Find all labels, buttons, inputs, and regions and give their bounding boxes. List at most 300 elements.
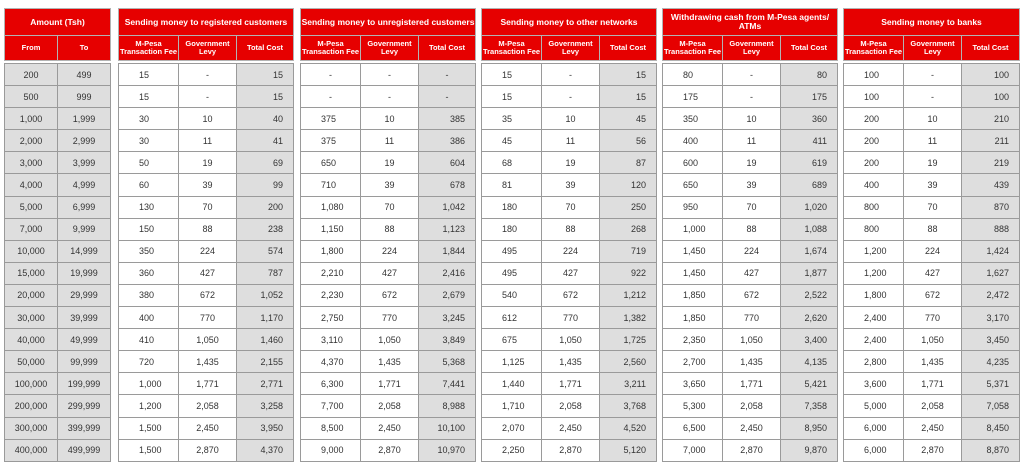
amount-to-cell: 19,999 [58,262,111,284]
amount-from-cell: 30,000 [5,307,58,329]
amount-from-cell: 20,000 [5,284,58,306]
total-cell: 3,400 [781,329,838,351]
total-cell: 888 [962,218,1020,240]
fee-cell: 150 [119,218,179,240]
fee-cell: 1,500 [119,439,179,461]
amount-to-cell: 499,999 [58,439,111,461]
amount-to-cell: 999 [58,86,111,108]
amount-row [5,373,111,395]
table-row [844,373,1020,395]
fee-cell: 45 [482,130,542,152]
table-row [663,284,838,306]
amount-to-cell: 199,999 [58,373,111,395]
table-row [663,86,838,108]
table-row [301,395,476,417]
total-cell: 678 [419,174,476,196]
levy-cell: 1,771 [179,373,237,395]
fee-cell: 410 [119,329,179,351]
fee-cell: 1,710 [482,395,542,417]
amount-from-cell: 300,000 [5,417,58,439]
total-header: Total Cost [237,36,294,61]
levy-cell: 39 [361,174,419,196]
levy-cell: 88 [179,218,237,240]
table-row [482,130,657,152]
total-cell: 1,020 [781,196,838,218]
table-row [482,395,657,417]
total-cell: 2,771 [237,373,294,395]
total-cell: 1,212 [600,284,657,306]
table-row [482,108,657,130]
table-row [663,64,838,86]
table-row [663,395,838,417]
amount-from-cell: 7,000 [5,218,58,240]
total-cell: 100 [962,64,1020,86]
table-row [482,439,657,461]
table-row [844,439,1020,461]
levy-cell: 2,450 [723,417,781,439]
amount-to-cell: 4,999 [58,174,111,196]
levy-cell: 1,050 [361,329,419,351]
fee-header: M-Pesa Transaction Fee [119,36,179,61]
levy-cell: - [361,64,419,86]
total-cell: 3,950 [237,417,294,439]
fee-cell: 612 [482,307,542,329]
total-cell: 574 [237,240,294,262]
fee-cell: 1,000 [119,373,179,395]
total-cell: 1,052 [237,284,294,306]
table-row [844,284,1020,306]
service-group-2 [300,8,476,462]
table-row [844,64,1020,86]
levy-cell: 672 [361,284,419,306]
amount-row [5,417,111,439]
fee-cell: 1,800 [301,240,361,262]
fee-cell: 100 [844,64,904,86]
total-cell: 175 [781,86,838,108]
levy-cell: 2,870 [723,439,781,461]
table-row [663,329,838,351]
table-row [482,64,657,86]
fee-cell: 800 [844,218,904,240]
total-cell: 211 [962,130,1020,152]
table-row [844,417,1020,439]
table-row [844,262,1020,284]
service-group-4 [662,8,838,462]
levy-cell: 2,450 [904,417,962,439]
fee-cell: 2,750 [301,307,361,329]
service-title: Sending money to banks [844,9,1020,36]
table-row [301,152,476,174]
table-row [301,373,476,395]
total-cell: 3,211 [600,373,657,395]
fee-cell: 380 [119,284,179,306]
fee-cell: 5,000 [844,395,904,417]
total-cell: 9,870 [781,439,838,461]
total-cell: 787 [237,262,294,284]
fee-cell: 650 [301,152,361,174]
levy-cell: - [723,86,781,108]
levy-cell: 70 [542,196,600,218]
amount-row [5,196,111,218]
amount-from-cell: 200,000 [5,395,58,417]
levy-cell: 1,435 [904,351,962,373]
total-cell: 2,560 [600,351,657,373]
fee-cell: 650 [663,174,723,196]
fee-cell: 360 [119,262,179,284]
total-cell: 15 [600,64,657,86]
table-row [844,307,1020,329]
fee-cell: 2,250 [482,439,542,461]
levy-cell: 1,435 [723,351,781,373]
levy-header: Government Levy [179,36,237,61]
fee-cell: 1,080 [301,196,361,218]
table-row [844,152,1020,174]
amount-to-cell: 399,999 [58,417,111,439]
amount-section [4,8,111,462]
fee-cell: 495 [482,240,542,262]
levy-cell: - [542,64,600,86]
from-header: From [5,36,58,61]
service-title: Withdrawing cash from M-Pesa agents/ ATMs [663,9,838,36]
fee-cell: 1,850 [663,284,723,306]
fee-cell: 8,500 [301,417,361,439]
total-cell: 200 [237,196,294,218]
fee-cell: 130 [119,196,179,218]
total-cell: 250 [600,196,657,218]
table-row [663,218,838,240]
levy-cell: 224 [723,240,781,262]
fee-cell: 6,500 [663,417,723,439]
fee-cell: 4,370 [301,351,361,373]
amount-row [5,395,111,417]
table-row [844,130,1020,152]
table-row [119,86,294,108]
levy-cell: 427 [723,262,781,284]
total-cell: 1,627 [962,262,1020,284]
total-cell: 2,620 [781,307,838,329]
fee-cell: 375 [301,130,361,152]
levy-header: Government Levy [361,36,419,61]
fee-cell: 720 [119,351,179,373]
table-row [482,152,657,174]
fee-cell: 6,000 [844,439,904,461]
table-row [844,351,1020,373]
total-cell: 719 [600,240,657,262]
levy-cell: 224 [361,240,419,262]
levy-cell: 11 [904,130,962,152]
total-cell: 8,988 [419,395,476,417]
fee-cell: 7,000 [663,439,723,461]
fee-cell: 675 [482,329,542,351]
service-group-5 [843,8,1020,462]
levy-cell: 770 [179,307,237,329]
total-header: Total Cost [781,36,838,61]
fee-cell: 800 [844,196,904,218]
levy-cell: 2,450 [542,417,600,439]
levy-cell: 2,058 [179,395,237,417]
fee-cell: 15 [119,64,179,86]
fee-cell: 9,000 [301,439,361,461]
fee-header: M-Pesa Transaction Fee [482,36,542,61]
table-row [119,307,294,329]
table-row [301,329,476,351]
levy-cell: 39 [179,174,237,196]
levy-cell: 70 [723,196,781,218]
table-row [663,373,838,395]
fee-cell: 60 [119,174,179,196]
total-cell: 3,170 [962,307,1020,329]
amount-to-cell: 49,999 [58,329,111,351]
amount-to-cell: 29,999 [58,284,111,306]
amount-from-cell: 10,000 [5,240,58,262]
amount-from-cell: 3,000 [5,152,58,174]
total-cell: 45 [600,108,657,130]
table-row [844,196,1020,218]
total-cell: 10,100 [419,417,476,439]
total-cell: 5,371 [962,373,1020,395]
levy-cell: 88 [361,218,419,240]
total-cell: 8,870 [962,439,1020,461]
total-cell: 386 [419,130,476,152]
fee-header: M-Pesa Transaction Fee [663,36,723,61]
total-cell: 238 [237,218,294,240]
levy-cell: 39 [723,174,781,196]
levy-cell: 10 [179,108,237,130]
amount-row [5,240,111,262]
levy-cell: 1,050 [179,329,237,351]
table-row [119,373,294,395]
fee-cell: - [301,64,361,86]
levy-cell: 2,870 [179,439,237,461]
total-cell: 604 [419,152,476,174]
levy-cell: 2,870 [904,439,962,461]
amount-to-cell: 6,999 [58,196,111,218]
amount-row [5,262,111,284]
total-cell: 100 [962,86,1020,108]
table-row [482,240,657,262]
amount-from-cell: 200 [5,64,58,86]
amount-from-cell: 500 [5,86,58,108]
levy-cell: 770 [542,307,600,329]
amount-from-cell: 4,000 [5,174,58,196]
levy-cell: - [904,86,962,108]
amount-table [4,8,111,462]
table-row [663,108,838,130]
levy-cell: 2,058 [542,395,600,417]
fee-cell: 2,800 [844,351,904,373]
levy-cell: 11 [542,130,600,152]
levy-cell: 1,771 [723,373,781,395]
table-row [844,218,1020,240]
levy-cell: 672 [179,284,237,306]
total-cell: 1,123 [419,218,476,240]
amount-to-cell: 1,999 [58,108,111,130]
total-cell: 7,358 [781,395,838,417]
fee-cell: 540 [482,284,542,306]
total-cell: 7,441 [419,373,476,395]
fee-cell: 1,200 [844,262,904,284]
total-cell: 15 [237,64,294,86]
total-cell: 1,877 [781,262,838,284]
total-cell: 268 [600,218,657,240]
fee-cell: 2,400 [844,329,904,351]
total-header: Total Cost [419,36,476,61]
amount-row [5,64,111,86]
levy-cell: 2,870 [542,439,600,461]
amount-to-cell: 499 [58,64,111,86]
total-cell: 2,679 [419,284,476,306]
levy-cell: 427 [179,262,237,284]
levy-cell: - [723,64,781,86]
table-row [119,218,294,240]
levy-cell: 1,050 [904,329,962,351]
fee-cell: 375 [301,108,361,130]
total-cell: 3,245 [419,307,476,329]
levy-cell: 70 [361,196,419,218]
levy-cell: 10 [542,108,600,130]
table-row [119,196,294,218]
total-cell: 385 [419,108,476,130]
total-cell: 15 [237,86,294,108]
table-row [301,196,476,218]
total-cell: 8,450 [962,417,1020,439]
table-row [663,196,838,218]
table-row [663,417,838,439]
table-row [119,284,294,306]
table-row [301,351,476,373]
fee-cell: 3,600 [844,373,904,395]
table-row [301,130,476,152]
total-cell: 5,368 [419,351,476,373]
table-row [119,395,294,417]
fee-cell: 30 [119,130,179,152]
levy-cell: - [542,86,600,108]
fee-cell: 400 [119,307,179,329]
fee-cell: 7,700 [301,395,361,417]
total-cell: 87 [600,152,657,174]
levy-cell: 770 [904,307,962,329]
amount-row [5,351,111,373]
levy-cell: 1,435 [542,351,600,373]
total-cell: 4,520 [600,417,657,439]
table-row [301,417,476,439]
levy-cell: 39 [542,174,600,196]
amount-from-cell: 400,000 [5,439,58,461]
total-header: Total Cost [962,36,1020,61]
table-row [119,329,294,351]
total-cell: 69 [237,152,294,174]
levy-cell: 88 [904,218,962,240]
table-row [844,395,1020,417]
total-cell: - [419,64,476,86]
amount-to-cell: 9,999 [58,218,111,240]
service-table [300,8,476,462]
amount-row [5,152,111,174]
fee-cell: 1,850 [663,307,723,329]
table-row [301,240,476,262]
fee-cell: 6,000 [844,417,904,439]
levy-cell: 672 [542,284,600,306]
fee-cell: 1,450 [663,240,723,262]
table-row [119,351,294,373]
levy-cell: 11 [361,130,419,152]
total-cell: 870 [962,196,1020,218]
fee-cell: 2,210 [301,262,361,284]
fee-cell: 81 [482,174,542,196]
table-row [301,262,476,284]
table-row [663,240,838,262]
levy-cell: 2,058 [904,395,962,417]
table-row [482,417,657,439]
table-row [301,218,476,240]
service-title: Sending money to registered customers [119,9,294,36]
amount-row [5,284,111,306]
levy-cell: 770 [723,307,781,329]
levy-header: Government Levy [904,36,962,61]
total-cell: 3,768 [600,395,657,417]
fee-cell: 1,150 [301,218,361,240]
table-row [844,174,1020,196]
levy-header: Government Levy [542,36,600,61]
table-row [482,351,657,373]
table-row [663,307,838,329]
levy-cell: 10 [723,108,781,130]
levy-cell: 11 [179,130,237,152]
levy-cell: - [179,64,237,86]
total-cell: 1,725 [600,329,657,351]
table-row [482,373,657,395]
table-row [482,196,657,218]
fee-cell: - [301,86,361,108]
levy-cell: 672 [904,284,962,306]
total-cell: 80 [781,64,838,86]
total-cell: 2,155 [237,351,294,373]
total-cell: 120 [600,174,657,196]
amount-to-cell: 2,999 [58,130,111,152]
total-cell: 360 [781,108,838,130]
total-cell: 1,460 [237,329,294,351]
total-cell: 922 [600,262,657,284]
fee-cell: 3,110 [301,329,361,351]
service-table [118,8,294,462]
amount-row [5,108,111,130]
fee-cell: 1,125 [482,351,542,373]
levy-cell: 2,450 [179,417,237,439]
table-row [119,152,294,174]
table-row [663,439,838,461]
amount-from-cell: 5,000 [5,196,58,218]
table-row [301,108,476,130]
fee-cell: 600 [663,152,723,174]
total-cell: 56 [600,130,657,152]
table-row [119,130,294,152]
levy-cell: 1,771 [904,373,962,395]
levy-cell: 10 [361,108,419,130]
fee-cell: 2,230 [301,284,361,306]
fee-header: M-Pesa Transaction Fee [301,36,361,61]
amount-from-cell: 2,000 [5,130,58,152]
fee-cell: 495 [482,262,542,284]
fee-cell: 50 [119,152,179,174]
levy-cell: 224 [904,240,962,262]
levy-cell: 2,058 [723,395,781,417]
total-header: Total Cost [600,36,657,61]
levy-cell: 88 [723,218,781,240]
fee-cell: 710 [301,174,361,196]
table-row [301,174,476,196]
amount-to-cell: 99,999 [58,351,111,373]
total-cell: 3,849 [419,329,476,351]
